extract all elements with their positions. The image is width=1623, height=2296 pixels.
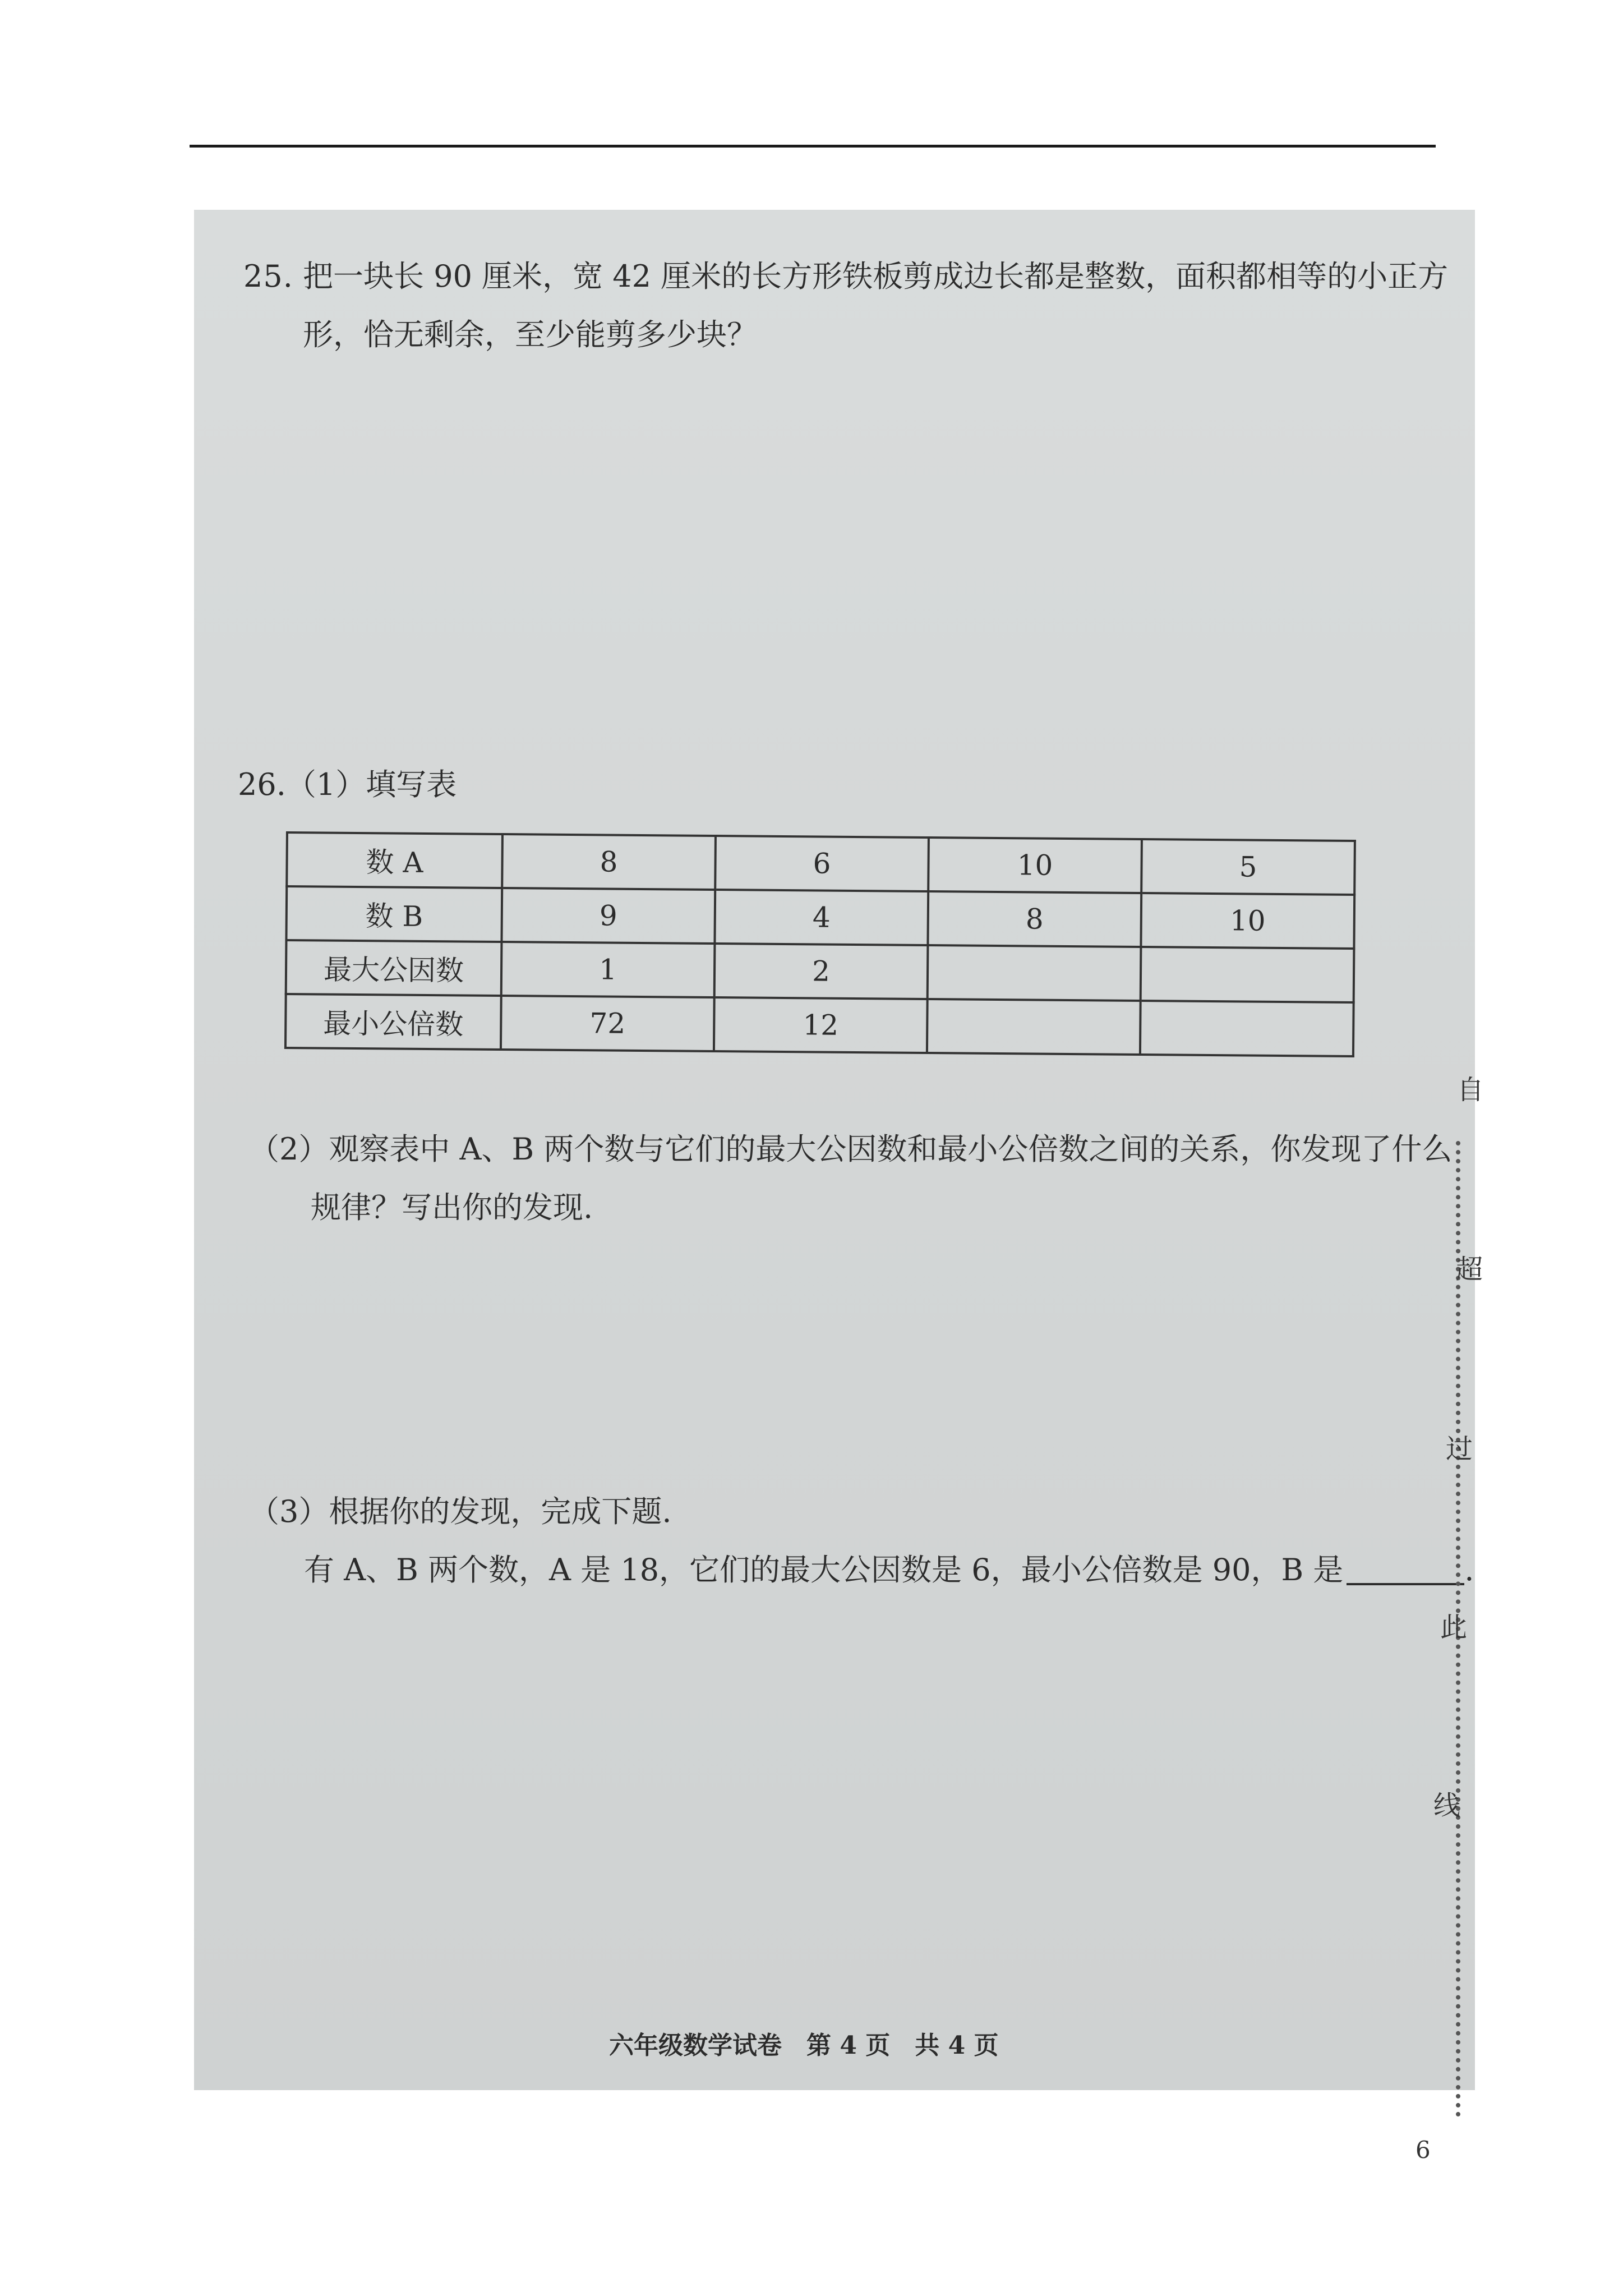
q26-part3-title: （3）根据你的发现，完成下题.: [249, 1494, 672, 1529]
table-row: [286, 886, 1354, 949]
table-cell: 2: [714, 944, 928, 999]
q26-part3-question: [304, 1552, 1474, 1588]
q25-number: 25.: [243, 259, 293, 294]
table-cell: 5: [1141, 839, 1355, 895]
table-cell: 10: [928, 838, 1142, 893]
gcd-lcm-table: [284, 831, 1356, 1057]
q26-part2-line1: （2）观察表中 A、B 两个数与它们的最大公因数和最小公倍数之间的关系，你发现了什么: [249, 1131, 1453, 1167]
q26-part1: （1）填写表: [285, 767, 457, 802]
page-number: 6: [1415, 2136, 1431, 2164]
q26-part3-text: 有 A、B 两个数，A 是 18，它们的最大公因数是 6，最小公倍数是 90，B 是: [304, 1552, 1344, 1588]
table-cell: 10: [1141, 893, 1354, 949]
table-row: [286, 940, 1354, 1002]
side-mark: 超: [1456, 1254, 1483, 1285]
row-label: 数 B: [286, 886, 502, 942]
q26-heading: [238, 767, 457, 802]
table-cell: 8: [928, 891, 1141, 947]
table-cell: 72: [501, 996, 714, 1051]
exam-footer: 六年级数学试卷 第 4 页 共 4 页: [609, 2031, 999, 2060]
table-cell-blank: [928, 945, 1141, 1001]
row-label: 数 A: [287, 832, 502, 888]
side-mark: 自: [1457, 1074, 1484, 1106]
table-row: [285, 994, 1354, 1056]
q25-line1: [243, 261, 1448, 292]
table-row: [287, 832, 1355, 895]
table-cell-blank: [1140, 1001, 1354, 1056]
table-cell: 9: [501, 888, 715, 944]
answer-blank[interactable]: [1347, 1558, 1464, 1585]
row-label: 最小公倍数: [285, 994, 501, 1050]
table-cell-blank: [927, 999, 1141, 1055]
side-mark: 过: [1446, 1433, 1473, 1465]
side-mark: 线: [1433, 1790, 1461, 1821]
q25-text-line1: 把一块长 90 厘米，宽 42 厘米的长方形铁板剪成边长都是整数，面积都相等的小正方: [303, 259, 1449, 294]
side-mark: 此: [1440, 1612, 1468, 1643]
table-cell: 12: [714, 997, 928, 1053]
table-cell: 1: [501, 942, 715, 997]
q26-number: 26.: [238, 767, 286, 802]
q26-part3-end: .: [1464, 1552, 1474, 1588]
row-label: 最大公因数: [286, 940, 502, 996]
table-cell: 6: [715, 836, 929, 891]
table-cell: 4: [714, 890, 928, 945]
table-cell-blank: [1141, 947, 1354, 1002]
top-rule: [190, 145, 1436, 148]
q25-text-line2: 形，恰无剩余，至少能剪多少块？: [303, 317, 757, 352]
table-cell: 8: [502, 834, 716, 890]
q26-part2-line2: 规律？写出你的发现.: [311, 1190, 593, 1225]
scanned-exam-page: [194, 210, 1484, 2090]
